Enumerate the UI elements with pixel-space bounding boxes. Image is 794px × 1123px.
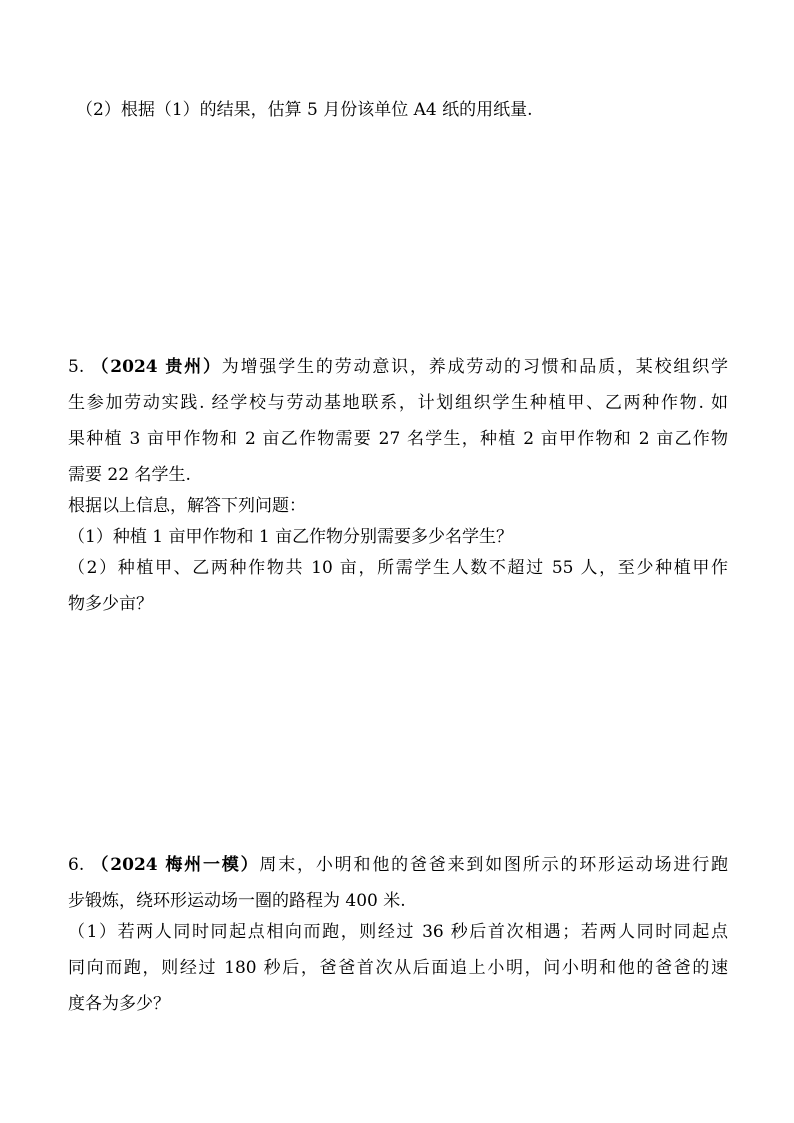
q5-part2-line1: （2）种植甲、乙两种作物共 10 亩，所需学生人数不超过 55 人，至少种植甲作: [68, 558, 728, 578]
q6-source: （2024 梅州一模）: [91, 855, 260, 875]
q5-line5: 根据以上信息，解答下列问题：: [68, 496, 306, 516]
q5-line3: 果种植 3 亩甲作物和 2 亩乙作物需要 27 名学生，种植 2 亩甲作物和 2 亩乙作物: [68, 429, 728, 449]
q6-number: 6.: [68, 855, 85, 875]
q6-part1-line3: 度各为多少？: [68, 994, 170, 1014]
q5-line4: 需要 22 名学生.: [68, 465, 191, 485]
q5-part1: （1）种植 1 亩甲作物和 1 亩乙作物分别需要多少名学生？: [68, 527, 514, 547]
q6-part1-line2: 同向而跑，则经过 180 秒后，爸爸首次从后面追上小明，问小明和他的爸爸的速: [68, 958, 728, 978]
q5-source: （2024 贵州）: [91, 357, 222, 377]
q5-line2: 生参加劳动实践. 经学校与劳动基地联系，计划组织学生种植甲、乙两种作物. 如: [68, 393, 728, 413]
q6-line2: 步锻炼，绕环形运动场一圈的路程为 400 米.: [68, 891, 406, 911]
q5-first-line: [68, 357, 728, 377]
q6-part1-line1: （1）若两人同时同起点相向而跑，则经过 36 秒后首次相遇；若两人同时同起点: [68, 922, 728, 942]
q5-line1-text: 为增强学生的劳动意识，养成劳动的习惯和品质，某校组织学: [221, 357, 729, 377]
q5-part2-line2: 物多少亩？: [68, 594, 153, 614]
q4-part2-line: （2）根据（1）的结果，估算 5 月份该单位 A4 纸的用纸量.: [76, 100, 533, 120]
q6-first-line: [68, 855, 728, 875]
q5-number: 5.: [68, 357, 85, 377]
q6-line1-text: 周末，小明和他的爸爸来到如图所示的环形运动场进行跑: [259, 855, 729, 875]
